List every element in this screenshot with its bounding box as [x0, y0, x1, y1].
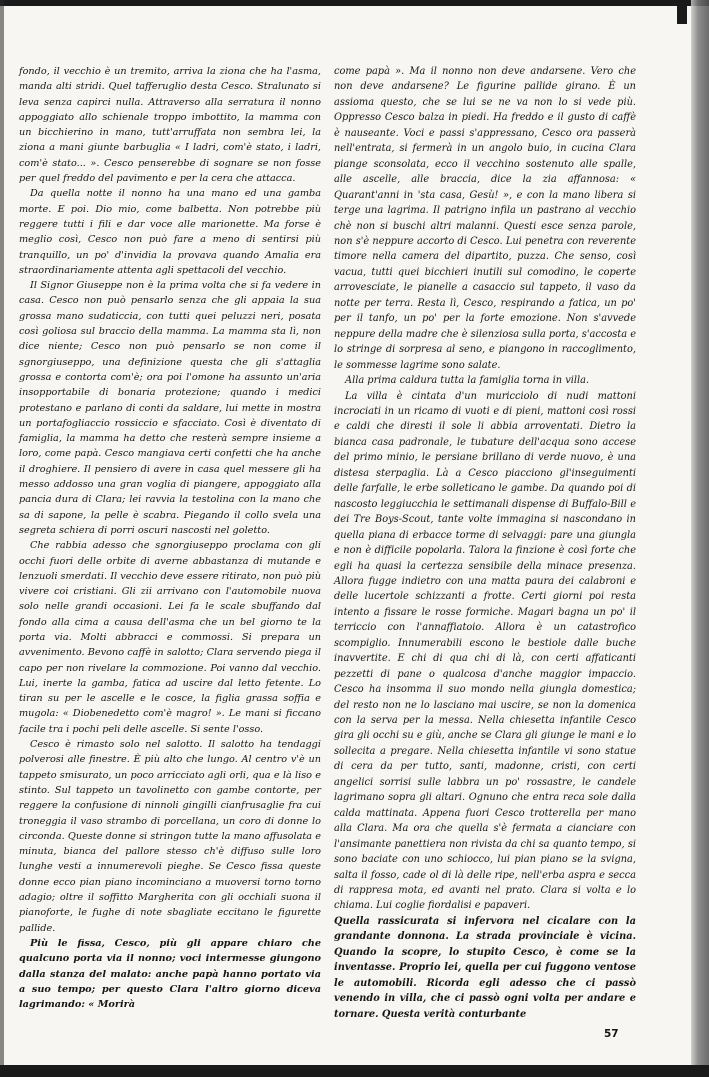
page-number: 57: [604, 1028, 619, 1040]
scan-top-border: [0, 0, 709, 6]
paragraph: fondo, il vecchio è un tremito, arriva la ziona che ha l'asma, manda alti stridi. Quel tafferuglio desta Cesco. Stralunato si leva senza capirci nulla. Attraverso alla serratura il nonno appoggiato allo schienale troppo imbottito, la mamma con un bicchierino in mano, tutt'arruffata non sembra lei, la ziona a mani giunte barbuglia « I ladri, com'è stato, i ladri, com'è stato... ». Cesco penserebbe di sognare se non fosse per quel freddo del pavimento e per la cera che attacca.: [19, 66, 321, 185]
left-column: [19, 64, 321, 1012]
right-column: [334, 64, 636, 1022]
scan-bottom-border: [0, 1065, 709, 1077]
scan-left-border: [0, 0, 4, 1077]
paragraph: Alla prima caldura tutta la famiglia torna in villa.: [345, 375, 590, 387]
paragraph: come papà ». Ma il nonno non deve andarsene. Vero che non deve andarsene? Le figurine pallide girano. È un assioma questo, che se lui se ne va non lo si vede più. Oppresso Cesco balza in piedi. Ha freddo e il gusto di caffè è nauseante. Voci e passi s'appressano, Cesco ora passerà nell'entrata, si fermerà in un angolo buio, in cucina Clara piange sconsolata, ecco il vecchino sostenuto alle spalle, alle ascelle, alle braccia, dice la zia affannosa: « Quarant'anni in 'sta casa, Gesù! », e con la mano libera si terge una lagrima. Il patrigno infila un pastrano al vecchio chè non si buschi altri malanni. Questi esce senza parole, non s'è neppure accorto di Cesco. Lui penetra con reverente timore nella camera del dipartito, puzza. Che senso, così vacua, tutti quei bicchieri inutili sul comodino, le coperte arrovesciate, le pianelle a casaccio sul tappeto, il vaso da notte per terra. Resta lì, Cesco, respirando a fatica, un po' per il tanfo, un po' per la forte emozione. Non s'avvede neppure della madre che è silenziosa sulla porta, s'accosta e lo stringe di sorpresa al seno, e piangono in raccoglimento, le sommesse lagrime sono salate.: [334, 66, 636, 371]
paragraph: Da quella notte il nonno ha una mano ed una gamba morte. E poi. Dio mio, come balbetta. Non potrebbe più reggere tutti i fili e dar voce alle marionette. Ma forse è meglio così, Cesco non può fare a meno di sentirsi più tranquillo, un po' d'invidia la provava quando Amalia era straordinariamente attenta agli spettacoli del vecchio.: [19, 188, 321, 276]
paragraph: Che rabbia adesso che sgnorgiuseppo proclama con gli occhi fuori delle orbite di averne abbastanza di mutande e lenzuoli smerdati. Il vecchio deve essere ritirato, non può più vivere coi cristiani. Gli zii arrivano con l'automobile nuova solo nelle grandi occasioni. Lei fa le scale sbuffando dal fondo alla cima a causa dell'asma che un bel giorno te la porta via. Molti abbracci e commossi. Si prepara un avvenimento. Bevono caffè in salotto; Clara servendo piega il capo per non rivelare la commozione. Poi vanno dal vecchio. Lui, inerte la gamba, fatica ad uscire dal letto fetente. Lo tiran su per le ascelle e le cosce, la figlia grassa soffia e mugola: « Diobenedetto com'è magro! ». Le mani si ficcano facile tra i pochi peli delle ascelle. Si sente l'osso.: [19, 540, 321, 735]
scan-top-notch: [677, 6, 687, 24]
paragraph: Cesco è rimasto solo nel salotto. Il salotto ha tendaggi polverosi alle finestre. È più alto che lungo. Al centro v'è un tappeto smisurato, un poco arricciato agli orli, qua e là liso e stinto. Sul tappeto un tavolinetto con gambe contorte, per reggere la confusione di ninnoli gingilli cianfrusaglie fra cui troneggia il vaso strambo di porcellana, un coro di donne lo circonda. Queste donne si stringon tutte la mano affusolata e minuta, bianca del pallore stesso ch'è diffuso sulle loro lunghe vesti a innumerevoli pieghe. Se Cesco fissa queste donne ecco pian piano incominciano a muoversi torno torno adagio; oltre il soffitto Margherita con gli occhiali suona il pianoforte, le fughe di note sbagliate eccitano le figurette pallide.: [19, 739, 321, 934]
scan-right-binding: [691, 0, 709, 1077]
paragraph-bold: Più le fissa, Cesco, più gli appare chiaro che qualcuno porta via il nonno; voci intermesse giungono dalla stanza del malato: anche papà hanno portato via a suo tempo; per questo Clara l'altro giorno diceva lagrimando: « Morirà: [19, 937, 321, 1011]
paragraph: Il Signor Giuseppe non è la prima volta che si fa vedere in casa. Cesco non può pensarlo senza che gli appaia la sua grossa mano sudaticcia, con tutti quei peluzzi neri, posata così goliosa sul braccio della mamma. La mamma sta lì, non dice niente; Cesco non può pensarlo se non come il sgnorgiuseppo, una definizione questa che gli s'attaglia grossa e contorta com'è; ora poi l'omone ha assunto un'aria insopportabile di bonaria protezione; quando i medici protestano e parlano di conti da saldare, lui mette in mostra un portafogliaccio rossiccio e sfacciato. Così è diventato di famiglia, la mamma ha detto che resterà sempre insieme a loro, come papà. Cesco mangiava certi confetti che ha anche il droghiere. Il pensiero di avere in casa quel messere gli ha messo addosso una gran voglia di piangere, appoggiato alla pancia dura di Clara; lei ravvia la testolina con la mano che sa di sapone, la pelle è scabra. Piegando il collo svela una segreta schiera di porri oscuri nascosti nel goletto.: [19, 280, 321, 536]
paragraph-bold: Quella rassicurata si infervora nel cicalare con la grandante donnona. La strada provinciale è vicina. Quando la scopre, lo stupito Cesco, è come se la inventasse. Proprio lei, quella per cui fuggono ventose le automobili. Ricorda egli adesso che ci passò venendo in villa, che ci passò ogni volta per andare e tornare. Questa verità conturbante: [334, 915, 636, 1020]
paragraph: La villa è cintata d'un muricciolo di nudi mattoni incrociati in un ricamo di vuoti e di pieni, mattoni così rossi e caldi che diresti il sole li abbia arroventati. Dietro la bianca casa padronale, le tubature dell'acqua sono accese del primo minio, le persiane brillano di verde nuovo, è una distesa sterpaglia. Là a Cesco piacciono gl'inseguimenti delle farfalle, le erbe solleticano le gambe. Da quando poi di nascosto leggiucchia le settimanali dispense di Buffalo-Bill e dei Tre Boys-Scout, tante volte immagina si nascondano in quella piana di erbacce torme di selvaggi: pare una giungla e non è difficile popolarla. Talora la finzione è così forte che egli ha quasi la certezza sensibile della minace presenza. Allora fugge indietro con una matta paura dei calabroni e delle lucertole schizzanti a frotte. Certi giorni poi resta intento a fissare le rosse formiche. Magari bagna un po' il terriccio con l'annaffiatoio. Allora è un catastrofico scompiglio. Innumerabili escono le bestiole dalle buche inavvertite. E chi di qua chi di là, con certi affaticanti pezzetti di pane o qualcosa d'anche maggior impaccio. Cesco ha insomma il suo mondo nella giungla domestica; del resto non ne lo lasciano mai uscire, se non la domenica con la serva per la messa. Nella chiesetta infantile Cesco gira gli occhi su e giù, anche se Clara gli giunge le mani e lo sollecita a pregare. Nella chiesetta infantile vi sono statue di cera da per tutto, santi, madonne, cristi, con certi angelici sorrisi sulle labbra un po' rossastre, le candele lagrimano sopra gli altari. Ognuno che entra reca sole dalla calda mattinata. Appena fuori Cesco trotterella per mano alla Clara. Ma ora che quella s'è fermata a cianciare con l'ansimante panettiera non rivista da chi sa quanto tempo, si sono baciate con uno schiocco, lui pian piano se la svigna, salta il fosso, cade ol di là delle ripe, nell'erba aspra e secca di rappresa mota, ed avanti nel prato. Clara si volta e lo chiama. Lui coglie fiordalisi e papaveri.: [334, 390, 636, 912]
